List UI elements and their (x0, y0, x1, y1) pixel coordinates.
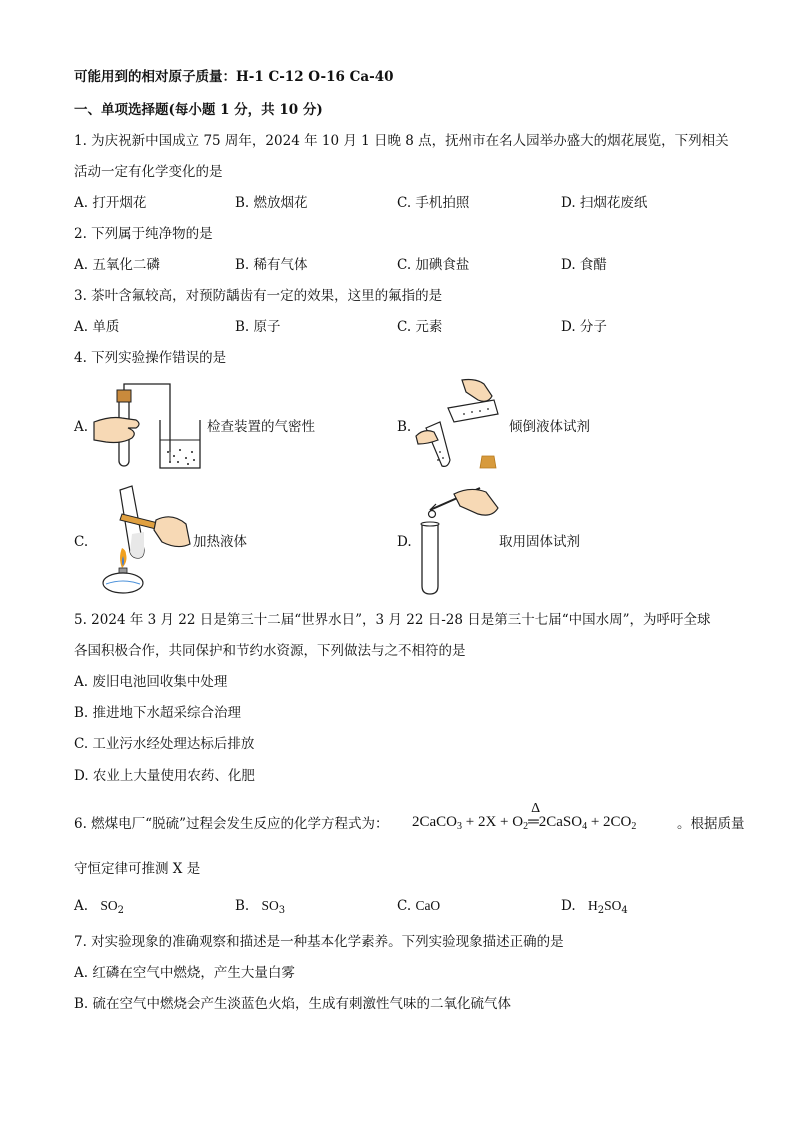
q4-option-b-caption: 倾倒液体试剂 (509, 419, 590, 435)
q2-option-a: A. 五氧化二磷 (74, 257, 160, 273)
eq-reactants-rest: + 2X + O (462, 814, 524, 830)
eq-sub: 2 (631, 821, 637, 832)
q1-option-a: A. 打开烟花 (74, 195, 147, 211)
q1-stem-line1: 1. 为庆祝新中国成立 75 周年，2024 年 10 月 1 日晚 8 点，抚州市在名人园举办盛大的烟花展览，下列相关 (74, 133, 729, 149)
q6-chemical-equation (412, 801, 637, 832)
q7-option-b: B. 硫在空气中燃烧会产生淡蓝色火焰，生成有刺激性气味的二氧化硫气体 (74, 996, 512, 1012)
q4-option-d-letter: D. (397, 534, 412, 550)
q2-option-d: D. 食醋 (561, 257, 607, 273)
q4-option-a-caption: 检查装置的气密性 (207, 419, 315, 435)
q1-option-c: C. 手机拍照 (397, 195, 470, 211)
q1-stem-line2: 活动一定有化学变化的是 (74, 164, 223, 180)
q3-stem: 3. 茶叶含氟较高，对预防龋齿有一定的效果，这里的氟指的是 (74, 288, 443, 304)
q2-option-c: C. 加碘食盐 (397, 257, 470, 273)
option-letter: A. (74, 898, 89, 914)
q5-option-d: D. 农业上大量使用农药、化肥 (74, 768, 255, 784)
eq-product-caso4: 2CaSO (538, 814, 583, 830)
q1-option-b: B. 燃放烟花 (235, 195, 308, 211)
q6-option-b (235, 897, 285, 915)
q2-stem: 2. 下列属于纯净物的是 (74, 226, 213, 242)
option-formula: H (587, 898, 598, 913)
q3-option-c: C. 元素 (397, 319, 443, 335)
eq-sub: 4 (582, 821, 588, 832)
q2-option-b: B. 稀有气体 (235, 257, 308, 273)
q7-option-a: A. 红磷在空气中燃烧，产生大量白雾 (74, 965, 295, 981)
q5-option-c: C. 工业污水经处理达标后排放 (74, 736, 255, 752)
heating-liquid-illustration (92, 484, 192, 594)
q4-option-c-caption: 加热液体 (193, 534, 247, 550)
q6-option-c (397, 897, 440, 915)
section-title: 一、单项选择题(每小题 1 分，共 10 分) (74, 102, 323, 118)
option-letter: B. (235, 898, 250, 914)
q5-stem-line1: 5. 2024 年 3 月 22 日是第三十二届“世界水日”，3 月 22 日-28 日是第三十七届“中国水周”，为呼吁全球 (74, 612, 711, 628)
q1-option-d: D. 扫烟花废纸 (561, 195, 648, 211)
eq-product-co2: + 2CO (587, 814, 632, 830)
q6-option-a (74, 897, 124, 915)
option-formula: SO (100, 898, 118, 913)
q5-stem-line2: 各国积极合作，共同保护和节约水资源，下列做法与之不相符的是 (74, 643, 466, 659)
q4-option-c-letter: C. (74, 534, 89, 550)
option-letter: D. (561, 898, 576, 914)
q6-stem-line2: 守恒定律可推测 X 是 (74, 861, 201, 877)
q4-option-a-letter: A. (74, 419, 89, 435)
taking-solid-reagent-illustration (414, 484, 504, 596)
option-formula-sub: 3 (278, 905, 286, 916)
option-letter: C. (397, 898, 412, 914)
q4-stem: 4. 下列实验操作错误的是 (74, 350, 227, 366)
q4-option-b-letter: B. (397, 419, 412, 435)
eq-sub: 3 (457, 821, 462, 832)
q6-stem-prefix: 6. 燃煤电厂“脱硫”过程会发生反应的化学方程式为： (74, 816, 389, 832)
delta-symbol: Δ (531, 801, 541, 816)
eq-reactant-caco3: 2CaCO (412, 814, 457, 830)
eq-heat-condition (528, 801, 541, 832)
q3-option-b: B. 原子 (235, 319, 281, 335)
q6-stem-suffix: 。根据质量 (677, 816, 745, 832)
q7-stem: 7. 对实验现象的准确观察和描述是一种基本化学素养。下列实验现象描述正确的是 (74, 934, 564, 950)
q3-option-a: A. 单质 (74, 319, 120, 335)
eq-equals: ═ (528, 814, 539, 830)
q3-option-d: D. 分子 (561, 319, 607, 335)
option-formula: SO (604, 898, 622, 913)
option-formula: CaO (415, 898, 441, 913)
option-formula-sub: 2 (117, 905, 124, 916)
option-formula-sub: 4 (621, 905, 628, 916)
option-formula: SO (261, 898, 279, 913)
q4-option-d-caption: 取用固体试剂 (499, 534, 580, 550)
pouring-liquid-illustration (414, 378, 504, 470)
eq-sub: 2 (523, 821, 529, 832)
option-formula-sub: 2 (597, 905, 605, 916)
q6-option-d (561, 897, 628, 915)
q5-option-b: B. 推进地下水超采综合治理 (74, 705, 242, 721)
atomic-mass-header: 可能用到的相对原子质量：H-1 C-12 O-16 Ca-40 (74, 69, 394, 85)
q5-option-a: A. 废旧电池回收集中处理 (74, 674, 228, 690)
airtightness-check-illustration (92, 382, 210, 472)
